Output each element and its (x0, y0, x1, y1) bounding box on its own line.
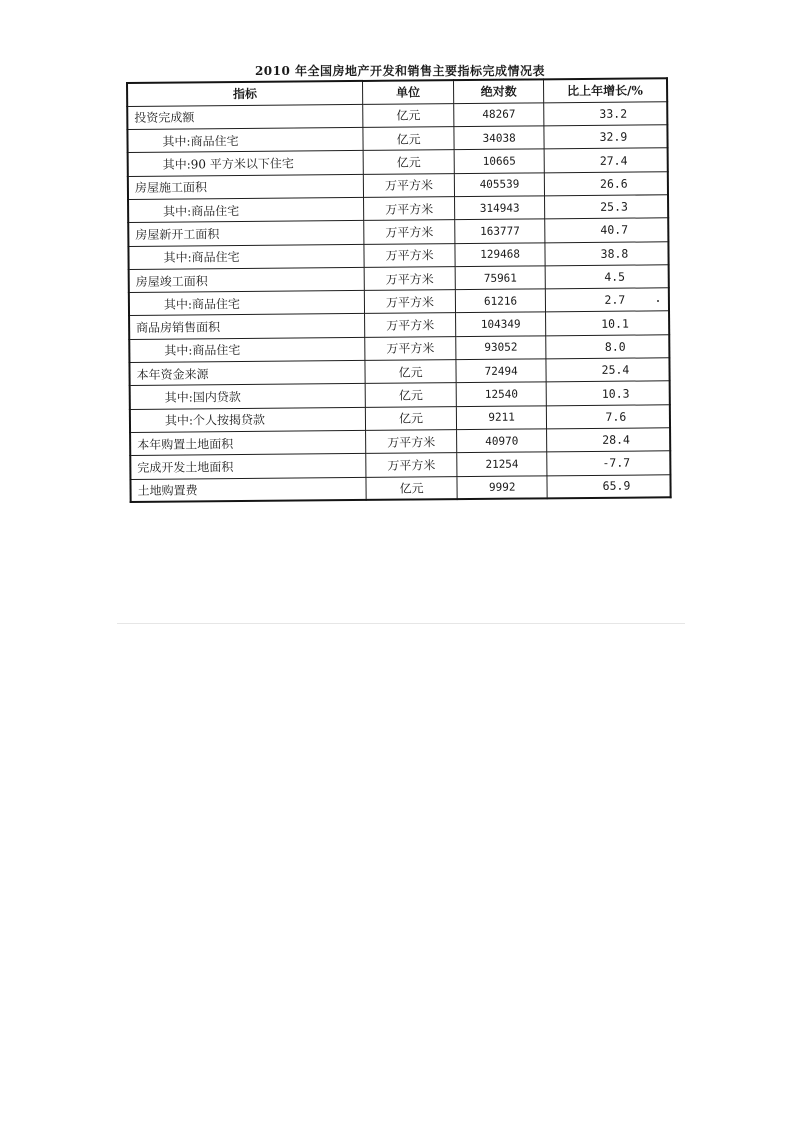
unit-cell: 万平方米 (365, 453, 457, 477)
absolute-value-cell: 163777 (455, 219, 545, 243)
indicator-cell: 其中:90 平方米以下住宅 (128, 151, 363, 176)
table-row (130, 474, 670, 502)
indicator-cell: 其中:个人按揭贷款 (130, 407, 365, 432)
absolute-value-cell: 93052 (456, 336, 546, 360)
indicator-table (126, 77, 672, 503)
table-body (127, 102, 670, 503)
indicator-cell: 完成开发土地面积 (130, 454, 365, 479)
growth-cell: 38.8 (545, 241, 669, 265)
indicator-cell: 其中:商品住宅 (128, 197, 363, 222)
growth-cell: 25.3 (544, 195, 668, 219)
absolute-value-cell: 21254 (457, 452, 547, 476)
growth-cell: 32.9 (544, 125, 668, 149)
scan-speck (657, 300, 659, 302)
absolute-value-cell: 9992 (457, 475, 547, 499)
growth-cell: 10.3 (546, 381, 670, 405)
unit-cell: 万平方米 (364, 290, 456, 314)
indicator-cell: 其中:商品住宅 (129, 291, 364, 316)
unit-cell: 万平方米 (363, 197, 455, 221)
unit-cell: 万平方米 (364, 267, 456, 291)
growth-cell: 2.7 (545, 288, 669, 312)
absolute-value-cell: 405539 (455, 173, 545, 197)
growth-cell: 33.2 (544, 102, 668, 126)
growth-cell: 10.1 (545, 311, 669, 335)
unit-cell: 亿元 (365, 383, 457, 407)
growth-cell: 27.4 (544, 148, 668, 172)
unit-cell: 亿元 (363, 127, 455, 151)
indicator-cell: 其中:商品住宅 (127, 128, 362, 153)
unit-cell: 万平方米 (363, 220, 455, 244)
unit-cell: 亿元 (362, 103, 454, 127)
absolute-value-cell: 314943 (455, 196, 545, 220)
growth-cell: 25.4 (546, 358, 670, 382)
growth-cell: 8.0 (546, 335, 670, 359)
page-divider (117, 623, 685, 624)
header-indicator: 指标 (127, 81, 362, 106)
unit-cell: 亿元 (363, 150, 455, 174)
growth-cell: 65.9 (547, 474, 671, 498)
growth-cell: 4.5 (545, 265, 669, 289)
indicator-cell: 其中:国内贷款 (130, 384, 365, 409)
indicator-cell: 商品房销售面积 (129, 314, 364, 339)
growth-cell: 26.6 (544, 171, 668, 195)
absolute-value-cell: 61216 (456, 289, 546, 313)
absolute-value-cell: 9211 (457, 406, 547, 430)
growth-cell: -7.7 (547, 451, 671, 475)
unit-cell: 万平方米 (364, 313, 456, 337)
header-unit: 单位 (362, 80, 454, 104)
growth-cell: 7.6 (546, 404, 670, 428)
absolute-value-cell: 34038 (454, 126, 544, 150)
absolute-value-cell: 48267 (454, 103, 544, 127)
indicator-cell: 房屋新开工面积 (128, 221, 363, 246)
unit-cell: 亿元 (366, 476, 458, 500)
header-growth: 比上年增长/% (543, 78, 667, 102)
unit-cell: 万平方米 (363, 173, 455, 197)
unit-cell: 亿元 (365, 360, 457, 384)
growth-cell: 40.7 (545, 218, 669, 242)
absolute-value-cell: 72494 (456, 359, 546, 383)
absolute-value-cell: 10665 (454, 149, 544, 173)
unit-cell: 万平方米 (365, 430, 457, 454)
unit-cell: 万平方米 (364, 336, 456, 360)
indicator-cell: 本年购置土地面积 (130, 430, 365, 455)
absolute-value-cell: 12540 (456, 382, 546, 406)
absolute-value-cell: 40970 (457, 429, 547, 453)
indicator-cell: 土地购置费 (130, 477, 365, 502)
unit-cell: 万平方米 (364, 243, 456, 267)
absolute-value-cell: 75961 (455, 266, 545, 290)
indicator-cell: 投资完成额 (127, 104, 362, 129)
absolute-value-cell: 129468 (455, 242, 545, 266)
indicator-cell: 其中:商品住宅 (129, 337, 364, 362)
absolute-value-cell: 104349 (456, 312, 546, 336)
header-absolute: 绝对数 (454, 79, 544, 103)
indicator-cell: 本年资金来源 (129, 360, 364, 385)
growth-cell: 28.4 (546, 428, 670, 452)
indicator-cell: 其中:商品住宅 (128, 244, 363, 269)
indicator-cell: 房屋施工面积 (128, 174, 363, 199)
unit-cell: 亿元 (365, 406, 457, 430)
indicator-cell: 房屋竣工面积 (129, 267, 364, 292)
table-title: 2010 年全国房地产开发和销售主要指标完成情况表 (254, 64, 546, 78)
